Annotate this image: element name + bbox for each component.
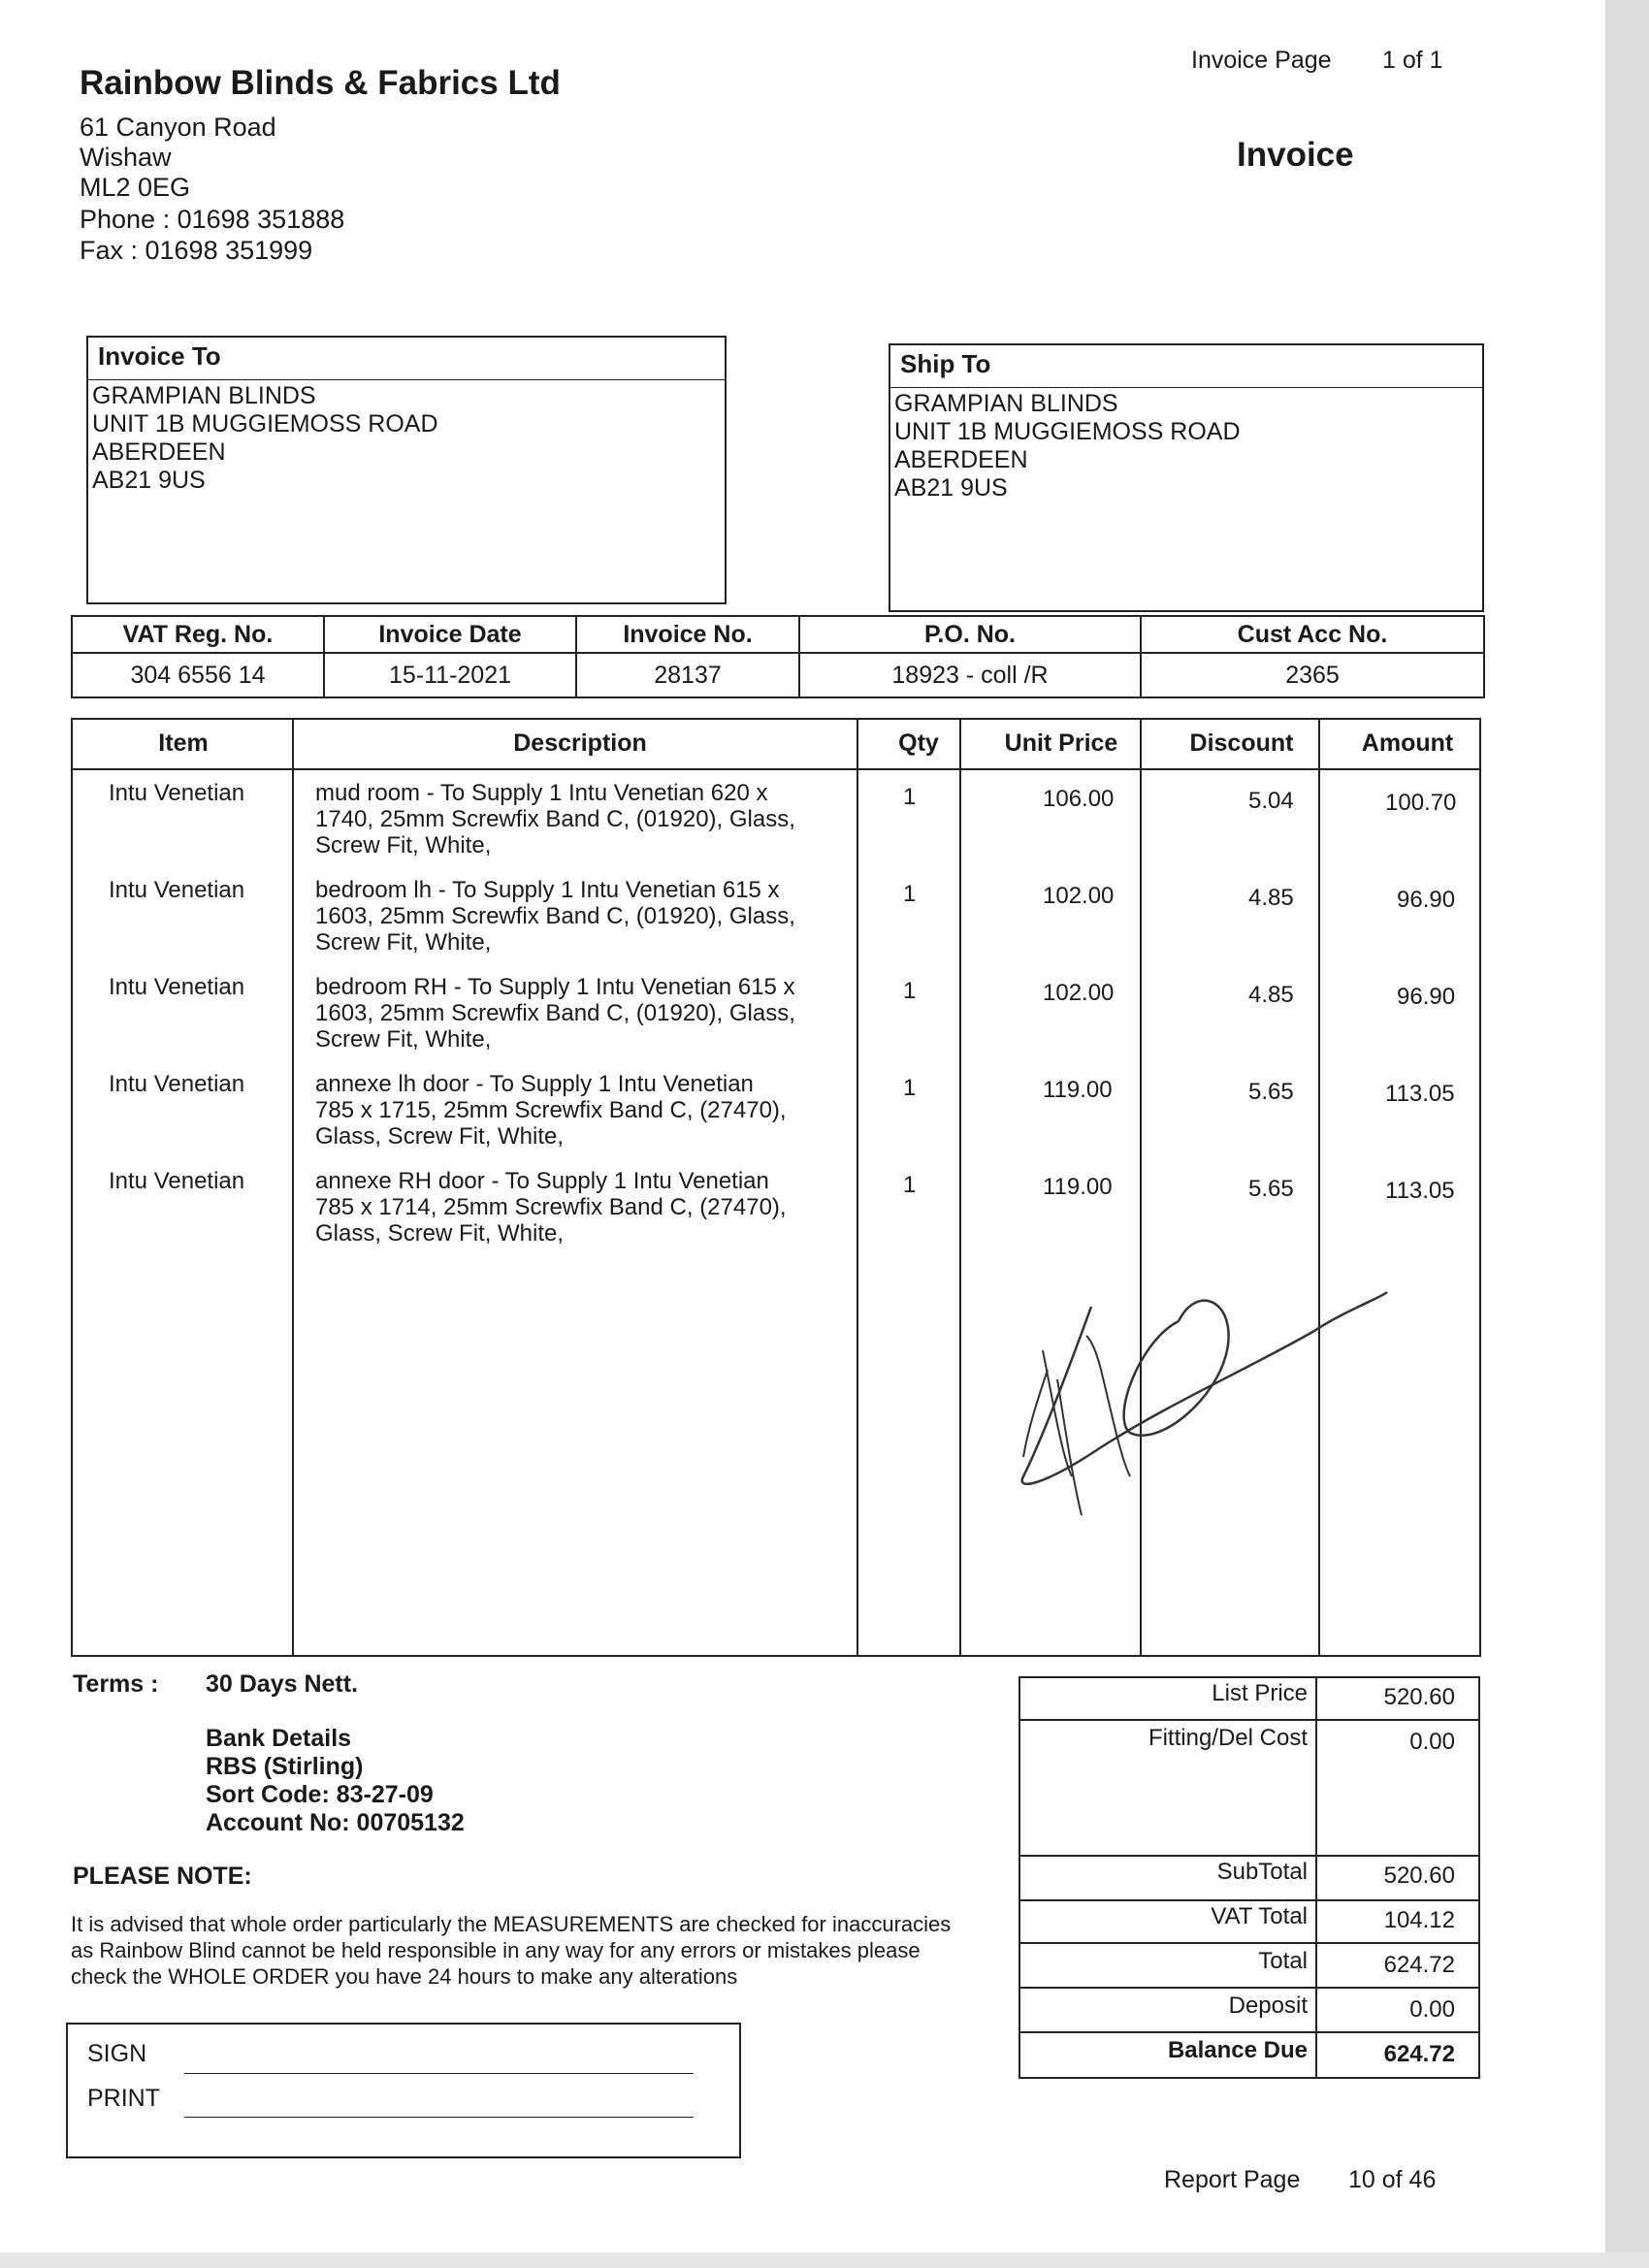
table-row (73, 867, 1479, 964)
subtotal-value: 520.60 (1383, 1863, 1455, 1889)
bank-name: RBS (Stirling) (206, 1753, 364, 1780)
terms-label: Terms : (73, 1670, 159, 1698)
invoice-date-value: 15-11-2021 (324, 653, 576, 697)
item-cell: Intu Venetian (109, 1168, 245, 1194)
invoice-meta-table (71, 615, 1485, 698)
table-row (73, 1061, 1479, 1158)
totals-rule (1020, 1942, 1478, 1944)
list-price-label: List Price (1212, 1680, 1308, 1706)
company-address-line: 61 Canyon Road (80, 113, 276, 142)
cust-acc-header: Cust Acc No. (1141, 616, 1484, 653)
amount-header: Amount (1361, 729, 1454, 757)
description-cell: bedroom lh - To Supply 1 Intu Venetian 615 x 1603, 25mm Screwfix Band C, (01920), Glass, Screw Fit, White, (315, 877, 795, 956)
sign-label: SIGN (87, 2040, 147, 2067)
item-cell: Intu Venetian (109, 780, 245, 806)
bank-details-title: Bank Details (206, 1725, 352, 1752)
unit-price-cell: 102.00 (1043, 883, 1115, 909)
note-text: It is advised that whole order particularly the MEASUREMENTS are checked for inaccuracies as Rainbow Blind cannot be held responsible in any way for any errors or mistakes please check the WHOLE ORDER you have 24 hours to make any alterations (71, 1912, 952, 1989)
totals-rule (1020, 1987, 1478, 1989)
company-address-line: Wishaw (80, 143, 172, 172)
invoice-to-line: AB21 9US (92, 467, 206, 494)
amount-cell: 100.70 (1385, 790, 1457, 816)
terms-value: 30 Days Nett. (206, 1670, 359, 1698)
total-value: 624.72 (1383, 1952, 1455, 1978)
ship-to-line: UNIT 1B MUGGIEMOSS ROAD (894, 418, 1241, 445)
subtotal-label: SubTotal (1216, 1859, 1308, 1885)
scan-edge-bottom (0, 2252, 1649, 2268)
description-cell: annexe lh door - To Supply 1 Intu Venetian 785 x 1715, 25mm Screwfix Band C, (27470), Glass, Screw Fit, White, (315, 1071, 787, 1150)
qty-cell: 1 (903, 1075, 917, 1101)
discount-cell: 4.85 (1248, 982, 1294, 1008)
discount-header: Discount (1189, 729, 1294, 757)
table-row (73, 770, 1479, 867)
handwritten-signature (1004, 1282, 1411, 1535)
print-line[interactable] (184, 2117, 694, 2118)
amount-cell: 113.05 (1385, 1178, 1455, 1204)
item-cell: Intu Venetian (109, 877, 245, 903)
report-page-value: 10 of 46 (1348, 2166, 1437, 2193)
amount-cell: 96.90 (1397, 984, 1456, 1010)
sort-code: Sort Code: 83-27-09 (206, 1781, 434, 1808)
description-cell: bedroom RH - To Supply 1 Intu Venetian 615 x 1603, 25mm Screwfix Band C, (01920), Glass, Screw Fit, White, (315, 974, 795, 1053)
totals-rule (1020, 1899, 1478, 1901)
po-no-header: P.O. No. (799, 616, 1141, 653)
table-row (73, 1158, 1479, 1255)
qty-cell: 1 (903, 784, 917, 810)
invoice-no-value: 28137 (576, 653, 799, 697)
vat-total-label: VAT Total (1211, 1903, 1308, 1929)
company-phone: Phone : 01698 351888 (80, 205, 345, 234)
sign-line[interactable] (184, 2073, 694, 2074)
totals-rule (1020, 1719, 1478, 1721)
deposit-value: 0.00 (1409, 1996, 1455, 2023)
cust-acc-value: 2365 (1141, 653, 1484, 697)
fitting-label: Fitting/Del Cost (1148, 1725, 1308, 1751)
unit-price-cell: 119.00 (1043, 1174, 1113, 1200)
discount-cell: 5.65 (1248, 1079, 1294, 1105)
line-items-header (73, 720, 1479, 770)
note-title: PLEASE NOTE: (73, 1863, 252, 1890)
print-label: PRINT (87, 2085, 160, 2112)
invoice-page-value: 1 of 1 (1382, 47, 1443, 74)
item-header: Item (158, 729, 209, 757)
deposit-label: Deposit (1228, 1993, 1308, 2019)
item-cell: Intu Venetian (109, 974, 245, 1000)
vat-total-value: 104.12 (1383, 1907, 1455, 1933)
invoice-to-box (86, 336, 727, 604)
vat-reg-value: 304 6556 14 (72, 653, 324, 697)
description-header: Description (513, 729, 647, 757)
amount-cell: 96.90 (1397, 887, 1456, 913)
ship-to-line: ABERDEEN (894, 446, 1028, 473)
invoice-to-label: Invoice To (88, 338, 725, 380)
unit-price-cell: 106.00 (1043, 786, 1115, 812)
invoice-to-line: GRAMPIAN BLINDS (92, 382, 316, 409)
report-page-label: Report Page (1164, 2166, 1301, 2193)
unit-price-header: Unit Price (1004, 729, 1118, 757)
totals-rule (1020, 1855, 1478, 1857)
company-name: Rainbow Blinds & Fabrics Ltd (80, 64, 561, 102)
scan-edge-right (1605, 0, 1649, 2268)
discount-cell: 5.04 (1248, 788, 1294, 814)
ship-to-line: GRAMPIAN BLINDS (894, 390, 1118, 417)
unit-price-cell: 119.00 (1043, 1077, 1113, 1103)
qty-cell: 1 (903, 1172, 917, 1198)
discount-cell: 4.85 (1248, 885, 1294, 911)
document-title: Invoice (1237, 136, 1354, 174)
fitting-value: 0.00 (1409, 1729, 1455, 1755)
item-cell: Intu Venetian (109, 1071, 245, 1097)
invoice-to-line: ABERDEEN (92, 438, 226, 466)
ship-to-box (889, 343, 1484, 612)
amount-cell: 113.05 (1385, 1081, 1455, 1107)
invoice-no-header: Invoice No. (576, 616, 799, 653)
account-number: Account No: 00705132 (206, 1809, 465, 1836)
qty-header: Qty (898, 729, 939, 757)
invoice-page-label: Invoice Page (1191, 47, 1332, 74)
ship-to-label: Ship To (890, 345, 1482, 388)
invoice-to-line: UNIT 1B MUGGIEMOSS ROAD (92, 410, 438, 437)
total-label: Total (1258, 1948, 1308, 1974)
qty-cell: 1 (903, 881, 917, 907)
balance-due-value: 624.72 (1383, 2041, 1455, 2067)
list-price-value: 520.60 (1383, 1684, 1455, 1710)
po-no-value: 18923 - coll /R (799, 653, 1141, 697)
ship-to-line: AB21 9US (894, 474, 1008, 502)
totals-box (1018, 1676, 1480, 2079)
line-items-table (71, 718, 1481, 1657)
discount-cell: 5.65 (1248, 1176, 1294, 1202)
table-row (73, 964, 1479, 1061)
balance-due-label: Balance Due (1167, 2037, 1308, 2063)
vat-reg-header: VAT Reg. No. (72, 616, 324, 653)
invoice-date-header: Invoice Date (324, 616, 576, 653)
company-address-line: ML2 0EG (80, 173, 191, 202)
bank-details (206, 1725, 465, 1837)
company-fax: Fax : 01698 351999 (80, 236, 313, 265)
description-cell: annexe RH door - To Supply 1 Intu Venetian 785 x 1714, 25mm Screwfix Band C, (27470), Glass, Screw Fit, White, (315, 1168, 787, 1247)
sign-print-box (66, 2023, 741, 2158)
qty-cell: 1 (903, 978, 917, 1004)
description-cell: mud room - To Supply 1 Intu Venetian 620 x 1740, 25mm Screwfix Band C, (01920), Glass, Screw Fit, White, (315, 780, 795, 859)
totals-rule (1020, 2031, 1478, 2033)
totals-divider (1315, 1678, 1317, 2077)
unit-price-cell: 102.00 (1043, 980, 1115, 1006)
